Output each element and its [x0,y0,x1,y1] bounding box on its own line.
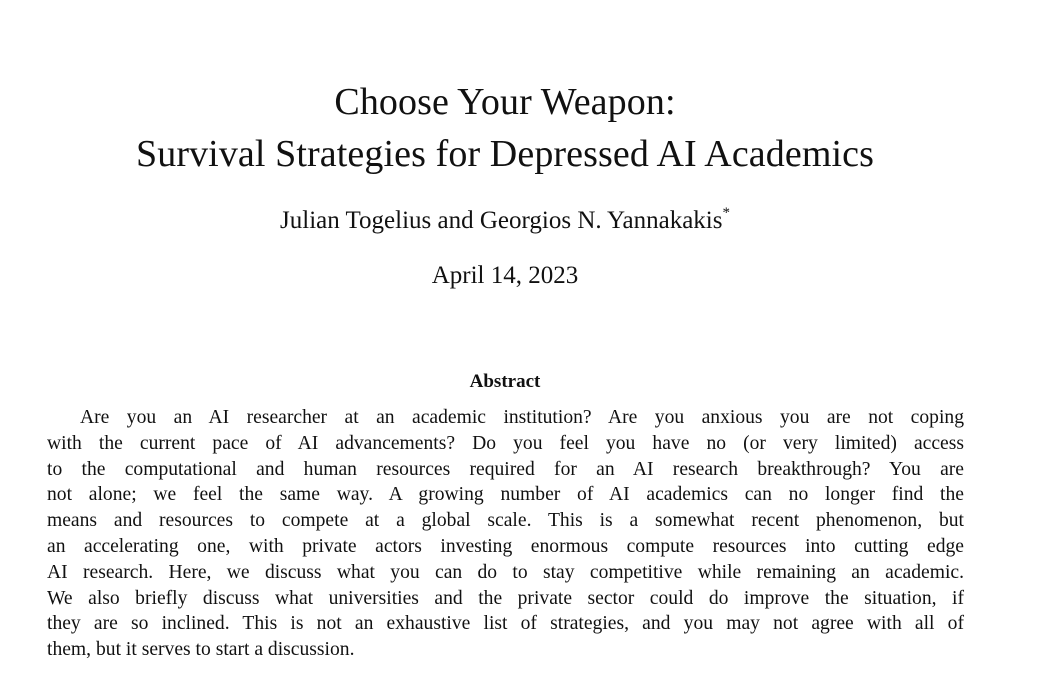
authors-names: Julian Togelius and Georgios N. Yannakakis [280,207,723,234]
paper-title [0,76,1010,180]
abstract-line: to the computational and human resources required for an AI research breakthrough? You are [47,458,964,480]
abstract-line: Are you an AI researcher at an academic institution? Are you anxious you are not coping [80,407,964,428]
authors-line [0,205,1010,237]
abstract-body [47,405,964,663]
abstract-line: means and resources to compete at a global scale. This is a somewhat recent phenomenon, but [47,510,964,532]
abstract-line: AI research. Here, we discuss what you can do to stay competitive while remaining an academic. [47,561,964,583]
abstract-heading: Abstract [469,371,541,392]
title-line-1: Choose Your Weapon: [334,81,676,123]
abstract-line: an accelerating one, with private actors investing enormous compute resources into cutting edge [47,535,964,557]
abstract-line: they are so inclined. This is not an exhaustive list of strategies, and you may not agree with all of [47,613,964,635]
abstract-line: We also briefly discuss what universities and the private sector could do improve the situation, if [47,587,964,609]
title-line-2: Survival Strategies for Depressed AI Academics [135,133,874,175]
author-footnote-mark[interactable]: * [722,205,730,221]
abstract-line: not alone; we feel the same way. A growing number of AI academics can no longer find the [47,484,964,506]
abstract-line: them, but it serves to start a discussion. [47,639,355,661]
abstract-line: with the current pace of AI advancements? Do you feel you have no (or very limited) access [47,432,964,454]
paper-date: April 14, 2023 [431,262,579,289]
